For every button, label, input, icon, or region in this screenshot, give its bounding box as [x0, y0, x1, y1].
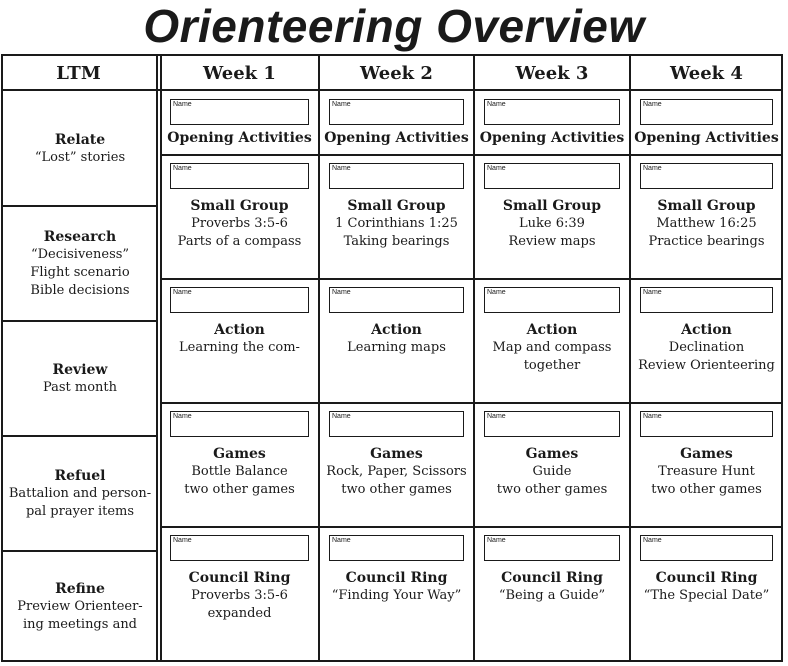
- week-cell: [474, 569, 630, 605]
- ltm-cell: [4, 551, 156, 662]
- cell-line: Learning maps: [347, 340, 446, 355]
- ltm-line: Bible decisions: [30, 282, 130, 298]
- cell-line: Review maps: [508, 234, 596, 249]
- cell-line: Declination: [668, 340, 745, 355]
- name-field[interactable]: Name: [484, 535, 620, 561]
- cell-line: Matthew 16:25: [656, 216, 757, 231]
- name-field[interactable]: Name: [170, 163, 309, 189]
- name-field[interactable]: Name: [484, 99, 620, 125]
- cell-line: Bottle Balance: [191, 464, 288, 479]
- ltm-cell: [4, 91, 156, 206]
- cell-line: Treasure Hunt: [658, 464, 755, 479]
- week-cell: [474, 197, 630, 251]
- ltm-heading: Relate: [54, 131, 106, 148]
- ltm-line: pal prayer items: [25, 503, 135, 519]
- week-cell: [160, 321, 319, 357]
- name-field[interactable]: Name: [329, 99, 464, 125]
- cell-line: together: [523, 358, 581, 373]
- ltm-line: Battalion and person-: [8, 485, 152, 501]
- cell-heading: Council Ring: [655, 570, 758, 586]
- week-cell: [160, 197, 319, 251]
- page-title: Orienteering Overview: [143, 0, 645, 52]
- cell-heading: Council Ring: [188, 570, 291, 586]
- week-cell: [319, 197, 474, 251]
- ltm-header: LTM: [56, 63, 101, 84]
- cell-heading: Small Group: [657, 198, 756, 214]
- cell-heading: Action: [214, 322, 265, 338]
- cell-line: “The Special Date”: [643, 588, 770, 603]
- cell-heading: Games: [525, 446, 579, 462]
- week-cell: [630, 129, 783, 147]
- cell-line: “Being a Guide”: [498, 588, 606, 603]
- name-field[interactable]: Name: [640, 535, 773, 561]
- cell-line: Map and compass: [492, 340, 612, 355]
- week-header: Week 1: [203, 63, 276, 84]
- week-cell: [474, 321, 630, 375]
- week-cell: [474, 129, 630, 147]
- ltm-heading: Review: [52, 361, 108, 378]
- ltm-cell: [4, 321, 156, 436]
- cell-line: Rock, Paper, Scissors: [326, 464, 467, 479]
- cell-line: two other games: [341, 482, 452, 497]
- week-row-divider: [160, 526, 783, 528]
- cell-line: two other games: [651, 482, 762, 497]
- ltm-heading: Research: [43, 228, 117, 245]
- week-row-divider: [160, 402, 783, 404]
- cell-heading: Council Ring: [501, 570, 603, 586]
- cell-line: Learning the com-: [179, 340, 300, 355]
- name-field[interactable]: Name: [170, 411, 309, 437]
- week-row-divider: [160, 278, 783, 280]
- cell-line: Guide: [532, 464, 572, 479]
- week-cell: [319, 129, 474, 147]
- cell-heading: Council Ring: [345, 570, 448, 586]
- week-cell: [630, 197, 783, 251]
- ltm-line: ing meetings and: [22, 616, 138, 632]
- cell-line: expanded: [207, 606, 272, 621]
- ltm-heading: Refine: [55, 580, 105, 597]
- week-cell: [319, 321, 474, 357]
- cell-heading: Small Group: [502, 198, 602, 214]
- name-field[interactable]: Name: [484, 411, 620, 437]
- name-field[interactable]: Name: [329, 287, 464, 313]
- cell-heading: Games: [680, 446, 733, 462]
- cell-line: Luke 6:39: [519, 216, 585, 231]
- cell-line: two other games: [496, 482, 608, 497]
- week-cell: [630, 321, 783, 375]
- name-field[interactable]: Name: [329, 163, 464, 189]
- name-field[interactable]: Name: [640, 163, 773, 189]
- week-cell: [319, 569, 474, 605]
- cell-line: 1 Corinthians 1:25: [335, 216, 458, 231]
- week-row-divider: [160, 154, 783, 156]
- cell-line: Practice bearings: [648, 234, 765, 249]
- ltm-divider-outer: [156, 54, 158, 662]
- name-field[interactable]: Name: [484, 163, 620, 189]
- ltm-line: Flight scenario: [30, 264, 130, 280]
- cell-line: Proverbs 3:5-6: [191, 588, 288, 603]
- cell-heading: Action: [371, 322, 422, 338]
- cell-line: Proverbs 3:5-6: [191, 216, 288, 231]
- week-header: Week 2: [360, 63, 433, 84]
- cell-heading: Action: [526, 322, 578, 338]
- ltm-line: Preview Orienteer-: [17, 598, 143, 614]
- cell-line: Review Orienteering: [638, 358, 775, 373]
- cell-heading: Games: [370, 446, 423, 462]
- name-field[interactable]: Name: [170, 287, 309, 313]
- cell-heading: Opening Activities: [324, 130, 469, 146]
- week-cell: [160, 569, 319, 623]
- cell-heading: Small Group: [190, 198, 289, 214]
- week-cell: [630, 569, 783, 605]
- cell-heading: Small Group: [347, 198, 446, 214]
- week-cell: [160, 129, 319, 147]
- cell-line: Taking bearings: [343, 234, 450, 249]
- name-field[interactable]: Name: [484, 287, 620, 313]
- name-field[interactable]: Name: [640, 411, 773, 437]
- ltm-cell: [4, 436, 156, 551]
- week-cell: [160, 445, 319, 499]
- name-field[interactable]: Name: [640, 287, 773, 313]
- cell-heading: Opening Activities: [167, 130, 312, 146]
- week-cell: [630, 445, 783, 499]
- cell-line: Parts of a compass: [177, 234, 302, 249]
- week-header: Week 3: [515, 63, 589, 84]
- cell-heading: Opening Activities: [634, 130, 779, 146]
- week-cell: [319, 445, 474, 499]
- cell-line: two other games: [184, 482, 295, 497]
- ltm-cell: [4, 206, 156, 321]
- ltm-heading: Refuel: [54, 467, 106, 484]
- week-cell: [474, 445, 630, 499]
- name-field[interactable]: Name: [329, 535, 464, 561]
- cell-heading: Action: [681, 322, 732, 338]
- ltm-line: Past month: [42, 379, 118, 395]
- cell-line: “Finding Your Way”: [331, 588, 462, 603]
- ltm-line: “Lost” stories: [34, 149, 126, 165]
- ltm-line: “Decisiveness”: [30, 246, 130, 262]
- week-header: Week 4: [670, 63, 743, 84]
- cell-heading: Opening Activities: [479, 130, 625, 146]
- name-field[interactable]: Name: [640, 99, 773, 125]
- cell-heading: Games: [213, 446, 266, 462]
- name-field[interactable]: Name: [170, 535, 309, 561]
- name-field[interactable]: Name: [329, 411, 464, 437]
- name-field[interactable]: Name: [170, 99, 309, 125]
